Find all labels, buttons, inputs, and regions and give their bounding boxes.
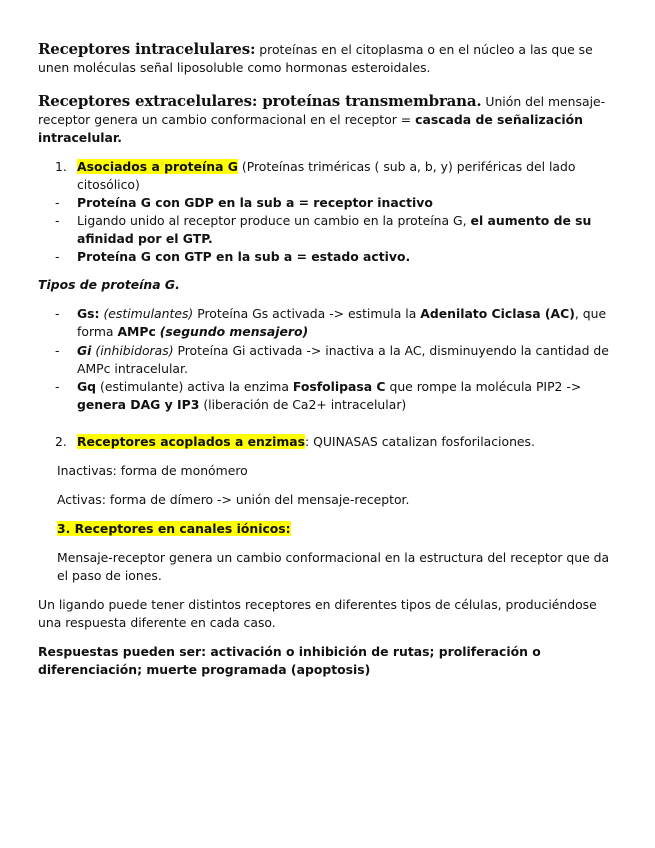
intracelulares-paragraph [38,40,617,77]
gs-enzyme: Adenilato Ciclasa (AC) [420,306,575,321]
section1-note: (Proteínas triméricas ( sub a, b, y) periféricas del lado citosólico) [77,159,576,192]
bullet-marker: - [55,249,60,264]
gs-name: Gs: [77,306,100,321]
tipos-gs-item [55,305,617,341]
bullet-marker: - [55,195,60,210]
bullet-marker: - [55,213,60,228]
bullet-2-bold: el aumento de su afinidad por el GTP. [77,213,592,246]
section3-heading-line [57,520,617,538]
bullet-1-text: Proteína G con GDP en la sub a = receptor inactivo [77,195,433,210]
gq-products: genera DAG y IP3 [77,397,200,412]
section2-inactivas: Inactivas: forma de monómero [57,463,248,478]
section1-item [55,158,617,194]
gi-type: (inhibidoras) [95,343,174,358]
gq-text2: que rompe la molécula PIP2 -> [389,379,582,394]
tipos-gi-item [55,342,617,378]
gs-second: (segundo mensajero) [159,324,309,339]
bullet-2-text: Ligando unido al receptor produce un cambio en la proteína G, [77,213,467,228]
intracelulares-title: Receptores intracelulares: [38,40,256,58]
section3-title: 3. Receptores en canales iónicos: [57,521,291,536]
section2-text: : QUINASAS catalizan fosforilaciones. [304,434,535,449]
gs-product: AMPc [117,324,156,339]
bullet-3-text: Proteína G con GTP en la sub a = estado activo. [77,249,411,264]
bullet-marker: - [55,306,60,321]
bullet-marker: - [55,379,60,394]
gi-text: Proteína Gi activada -> inactiva a la AC, disminuyendo la cantidad de AMPc intracelular. [77,343,609,376]
section1-marker: 1. [55,159,67,174]
section1-bullet-3 [55,248,617,266]
tipos-heading: Tipos de proteína G. [38,277,180,292]
gq-text1: (estimulante) activa la enzima [100,379,289,394]
gq-text3: (liberación de Ca2+ intracelular) [203,397,407,412]
section2-marker: 2. [55,434,67,449]
extracelulares-paragraph [38,92,617,147]
section2-title: Receptores acoplados a enzimas [77,434,305,449]
gq-name: Gq [77,379,97,394]
intracelulares-text: proteínas en el citoplasma o en el núcleo a las que se unen moléculas señal liposoluble como hormonas esteroidales. [38,42,593,75]
section3-text: Mensaje-receptor genera un cambio conformacional en la estructura del receptor que da el paso de iones. [57,550,610,583]
tipos-heading-line [38,276,617,294]
section1-title: Asociados a proteína G [77,159,238,174]
section2-activas: Activas: forma de dímero -> unión del mensaje-receptor. [57,492,410,507]
section2-item [55,433,617,451]
gs-type: (estimulantes) [103,306,194,321]
extracelulares-text: Unión del mensaje-receptor genera un cambio conformacional en el receptor = [38,94,606,127]
gi-name: Gi [77,343,92,358]
respuestas-text: Respuestas pueden ser: activación o inhibición de rutas; proliferación o diferenciación; muerte programada (apoptosis) [38,644,541,677]
section1-bullet-1 [55,194,617,212]
gq-enzyme: Fosfolipasa C [292,379,386,394]
gs-text2: , que forma [77,306,607,339]
ligando-paragraph: Un ligando puede tener distintos receptores en diferentes tipos de células, produciéndose una respuesta diferente en cada caso. [38,597,597,630]
respuestas-paragraph [38,643,617,679]
tipos-gq-item [55,378,617,414]
extracelulares-title: Receptores extracelulares: proteínas transmembrana. [38,92,482,110]
bullet-marker: - [55,343,60,358]
extracelulares-bold: cascada de señalización intracelular. [38,112,583,145]
gs-text1: Proteína Gs activada -> estimula la [197,306,417,321]
section1-bullet-2 [55,212,617,248]
